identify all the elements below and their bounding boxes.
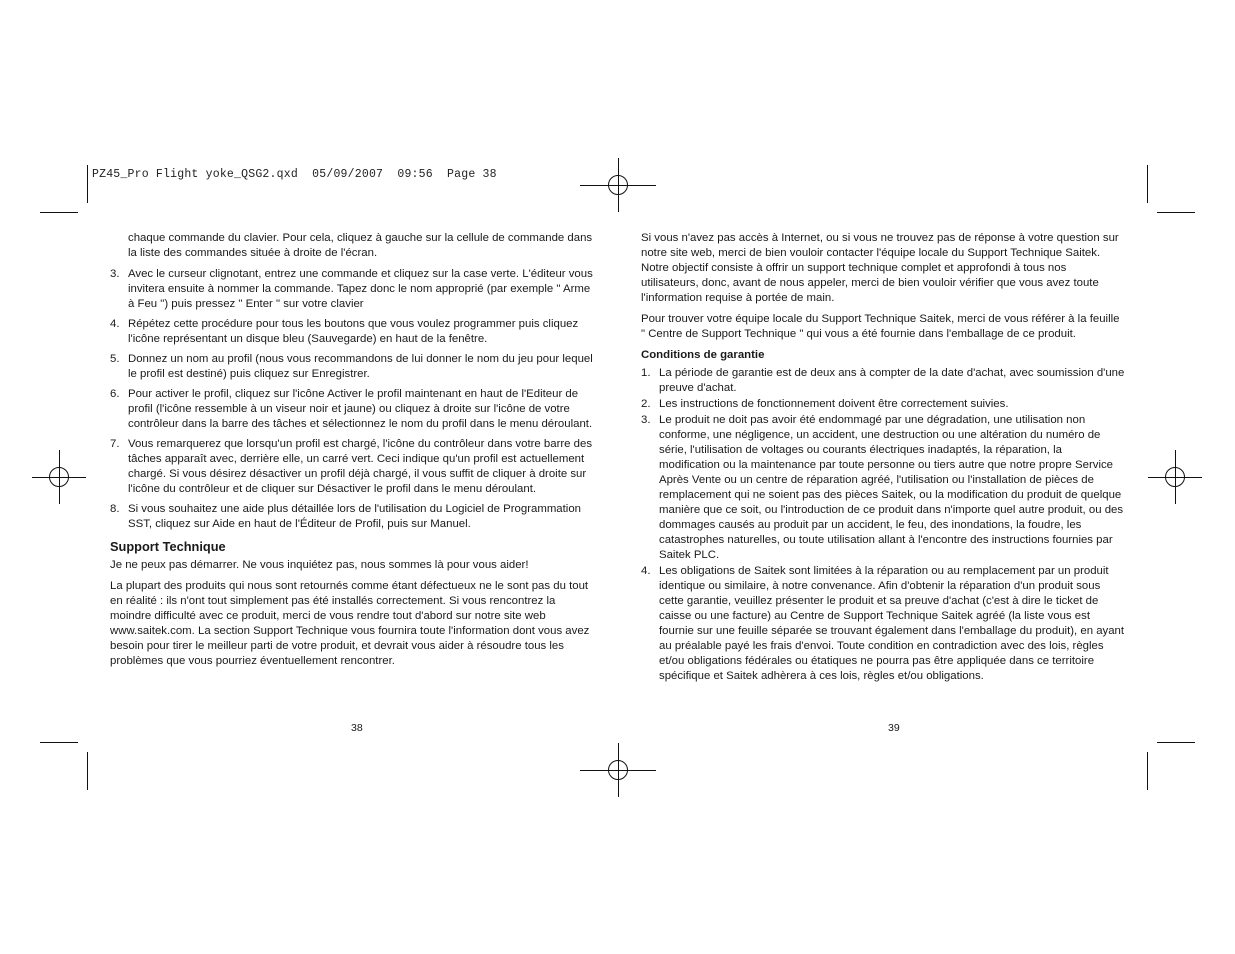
warranty-heading: Conditions de garantie (641, 349, 765, 361)
list-item-text: Donnez un nom au profil (nous vous recommandons de lui donner le nom du jeu pour lequel le profil est destiné) puis cliquez sur Enregistrer. (128, 353, 593, 380)
support-paragraph: La plupart des produits qui nous sont retournés comme étant défectueux ne le sont pas du tout en réalité : ils n'ont tout simplement pas été installés correctement. Si vous rencontrez la moindre difficulté avec ce produit, merci de vous rendre tout d'abord sur notre site web www.saitek.com. La section Support Technique vous fournira toute l'information dont vous avez besoin pour tirer le meilleur parti de votre produit, et devrait vous aider à résoudre tous les problèmes que vous pourriez éventuellement rencontrer. (110, 580, 590, 667)
crop-mark-bottom-left-h (40, 742, 78, 743)
list-item (641, 564, 1125, 684)
warranty-list (641, 366, 1125, 684)
list-item-number: 5. (110, 353, 120, 365)
crop-mark-top-left-h (40, 212, 78, 213)
list-item-text: Le produit ne doit pas avoir été endommagé par une dégradation, une utilisation non conforme, une négligence, un accident, une destruction ou une altération du numéro de série, l'utilisation de voltages ou courants électriques inadaptés, la réparation, la modification ou la maintenance par toute personne ou tiers autre que notre propre Service Après Vente ou un centre de réparation agréé, l'utilisation ou l'installation de pièces de remplacement qui ne soient pas des pièces Saitek, ou la modification du produit de quelque manière que ce soit, ou l'introduction de ce produit dans n'importe quel autre produit, ou des dommages causés au produit par un accident, le feu, des inondations, la foudre, les catastrophes naturelles, ou toute utilisation allant à l'encontre des instructions fournies par Saitek PLC. (659, 414, 1124, 561)
registration-mark-left (41, 459, 77, 495)
list-item (110, 387, 594, 432)
list-item-number: 6. (110, 388, 120, 400)
list-item-number: 4. (110, 318, 120, 330)
support-intro: Je ne peux pas démarrer. Ne vous inquiétez pas, nous sommes là pour vous aider! (110, 559, 529, 571)
list-item-text: Répétez cette procédure pour tous les boutons que vous voulez programmer puis cliquez l'icône représentant un disque bleu (Sauvegarde) en haut de la fenêtre. (128, 318, 579, 345)
step-continuation: chaque commande du clavier. Pour cela, cliquez à gauche sur la cellule de commande dans la liste des commandes située à droite de l'écran. (128, 232, 593, 259)
page-number-right: 39 (888, 722, 900, 734)
crop-mark-top-right-h (1157, 212, 1195, 213)
list-item-text: La période de garantie est de deux ans à compter de la date d'achat, avec soumission d'une preuve d'achat. (659, 367, 1125, 394)
list-item (641, 366, 1125, 396)
contact-paragraph: Si vous n'avez pas accès à Internet, ou si vous ne trouvez pas de réponse à votre question sur notre site web, merci de bien vouloir contacter l'équipe locale du Support Technique Saitek. Notre objectif consiste à offrir un support technique complet et approfondi à tous nos utilisateurs, donc, avant de nous appeler, merci de bien vouloir vérifier que vous avez toute l'information requise à portée de main. (641, 232, 1119, 304)
list-item-number: 1. (641, 367, 651, 379)
registration-mark-top (580, 167, 656, 203)
list-item (641, 397, 1125, 412)
crop-mark-bottom-left-v (87, 752, 88, 790)
list-item-text: Avec le curseur clignotant, entrez une commande et cliquez sur la case verte. L'éditeur vous invitera ensuite à nommer la commande. Tapez donc le nom approprié (par exemple " Arme à Feu ") puis pressez " Enter " sur votre clavier (128, 268, 593, 310)
list-item-text: Vous remarquerez que lorsqu'un profil est chargé, l'icône du contrôleur dans votre barre des tâches apparaît avec, derrière elle, un carré vert. Ceci indique qu'un profil est actuellement chargé. Si vous désirez désactiver un profil déjà chargé, il vous suffit de cliquer à droite sur l'icône du contrôleur et de cliquer sur Désactiver le profil dans le menu déroulant. (128, 438, 593, 495)
list-item-number: 2. (641, 398, 651, 410)
left-page-column (110, 231, 594, 675)
list-item-text: Les instructions de fonctionnement doivent être correctement suivies. (659, 398, 1009, 410)
list-item (110, 267, 594, 312)
list-item-number: 3. (110, 268, 120, 280)
list-item-text: Les obligations de Saitek sont limitées à la réparation ou au remplacement par un produit identique ou similaire, à notre convenance. Afin d'obtenir la réparation d'un produit sous cette garantie, veuillez présenter le produit et sa preuve d'achat (c'est à dire le ticket de caisse ou une facture) au Centre de Support Technique Saitek agréé (la liste vous est fournie sur une feuille séparée se trouvant également dans l'emballage du produit), en ayant au préalable payé les frais d'envoi. Toute condition en contradiction avec des lois, règles et/ou obligations fédérales ou étatiques ne pourra pas être appliquée dans ce territoire spécifique et Saitek adhèrera à ces lois, règles et/ou obligations. (659, 565, 1125, 682)
list-item-text: Pour activer le profil, cliquez sur l'icône Activer le profil maintenant en haut de l'Editeur de profil (l'icône ressemble à un viseur noir et jaune) ou cliquez à droite sur l'icône de votre contrôleur dans la barre des tâches et sélectionnez le nom du profil dans le menu déroulant. (128, 388, 593, 430)
file-slug: PZ45_Pro Flight yoke_QSG2.qxd 05/09/2007 09:56 Page 38 (92, 168, 497, 181)
list-item (110, 317, 594, 347)
page-number-left: 38 (351, 722, 363, 734)
registration-mark-bottom (580, 752, 656, 788)
list-item-text: Si vous souhaitez une aide plus détaillée lors de l'utilisation du Logiciel de Programmation SST, cliquez sur Aide en haut de l'Éditeur de Profil, puis sur Manuel. (128, 503, 582, 530)
crop-mark-bottom-right-h (1157, 742, 1195, 743)
crop-mark-top-right-v (1147, 165, 1148, 203)
steps-list (110, 267, 594, 532)
local-team-paragraph: Pour trouver votre équipe locale du Support Technique Saitek, merci de vous référer à la feuille " Centre de Support Technique " qui vous a été fournie dans l'emballage de ce produit. (641, 313, 1120, 340)
list-item-number: 4. (641, 565, 651, 577)
list-item (641, 413, 1125, 563)
list-item (110, 437, 594, 497)
list-item-number: 7. (110, 438, 120, 450)
list-item (110, 502, 594, 532)
list-item-number: 8. (110, 503, 120, 515)
list-item-number: 3. (641, 414, 651, 426)
crop-mark-bottom-right-v (1147, 752, 1148, 790)
list-item (110, 352, 594, 382)
support-heading: Support Technique (110, 539, 226, 554)
crop-mark-top-left-v (87, 165, 88, 203)
right-page-column (641, 231, 1125, 685)
registration-mark-right (1157, 459, 1193, 495)
